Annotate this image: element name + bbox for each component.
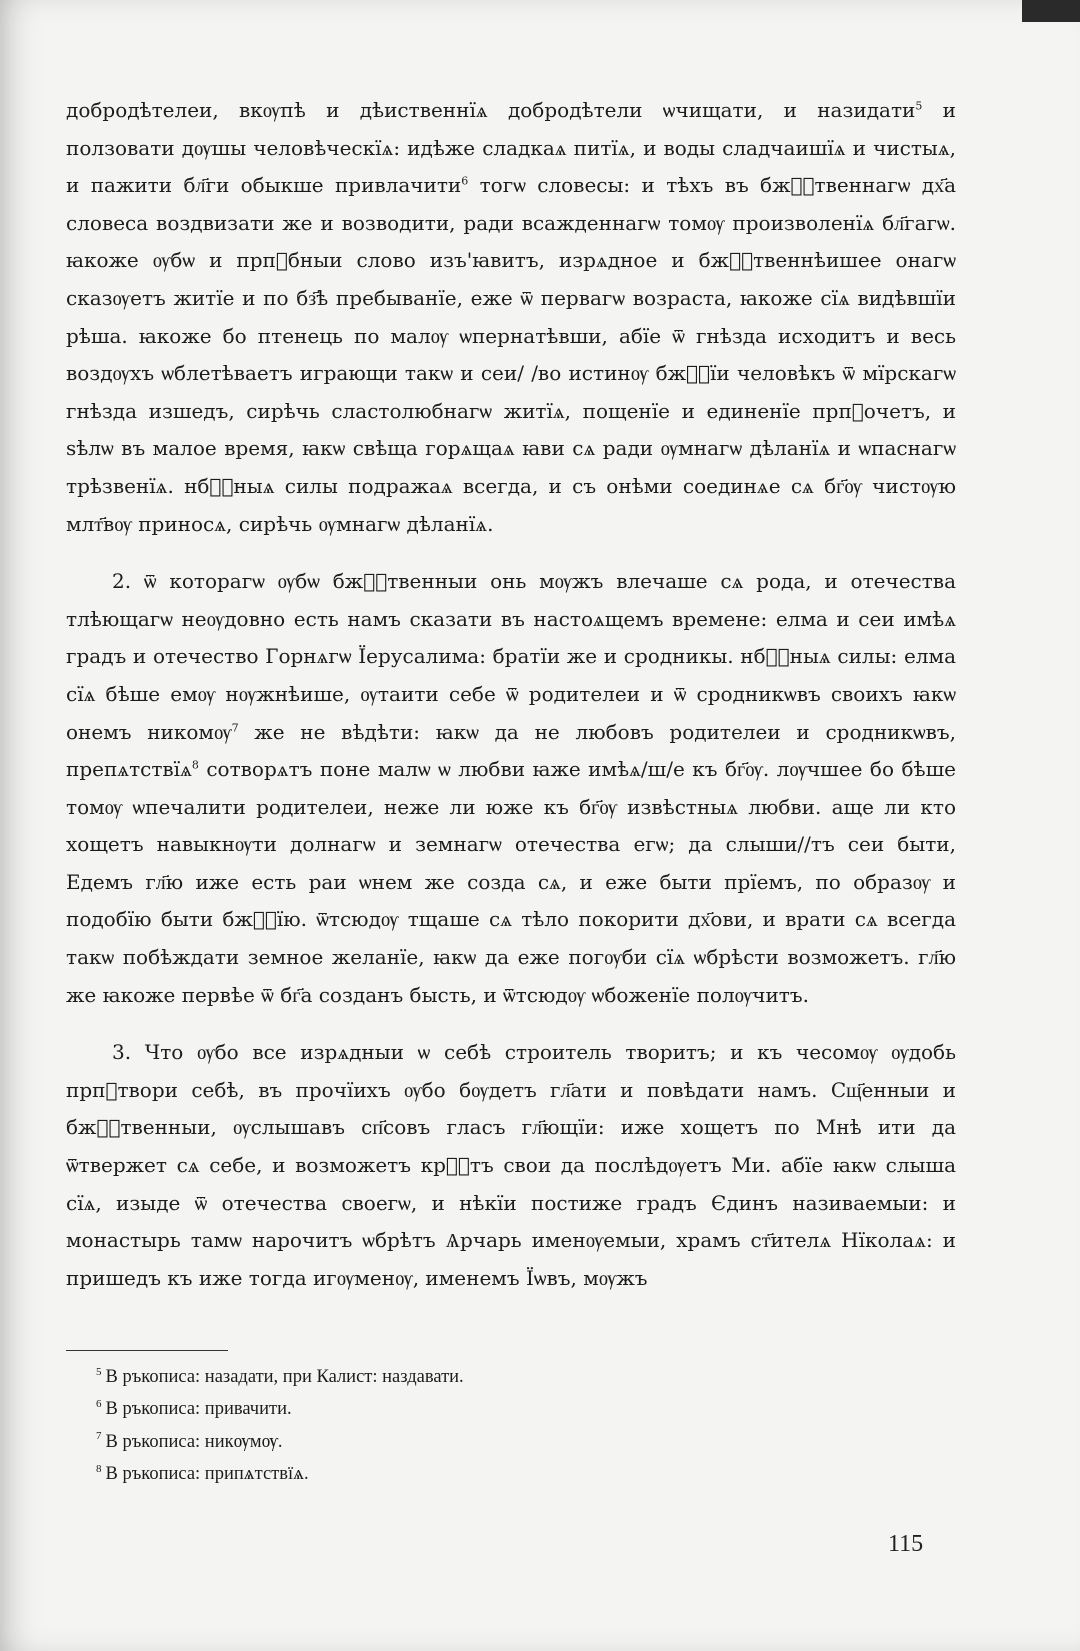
paragraph-2-part-b: же не вѣдѣти: ꙗкѡ да не любовъ родителеи и сродникѡвъ, препѧтствїѧ <box>66 719 956 782</box>
footnote-8 <box>96 1458 956 1490</box>
paragraph-1-part-b: и ползовати дѹшы человѣческїѧ: идѣже сладкаѧ питїѧ, и воды сладчаишїѧ и чистыѧ, и пажити бл҃ги обыкше привлачити <box>66 98 956 198</box>
footnote-separator <box>66 1350 228 1351</box>
footnote-5 <box>96 1361 956 1393</box>
footnote-text: В ръкописа: назадати, при Калист: наздавати. <box>105 1367 464 1387</box>
footnote-number: 5 <box>96 1365 102 1378</box>
footnote-text: В ръкописа: никѹмѹ. <box>105 1431 283 1452</box>
paragraph-2-part-a: 2. ѿ котoрагѡ ѹбѡ бжⷭ҇твенныи онь мѹжъ влечаше сѧ рода, и отечества тлѣющагѡ неѹдовно есть намъ сказати въ настоѧщемъ времене: елма и сеи имѣѧ градъ и отечество Горнѧгѡ Їерусалима: братїи же и сродникы. нбⷭ҇ныѧ силы: елма сїѧ бѣше емѹ нѹжнѣише, ѹтаити себе ѿ родителеи и ѿ сродникѡвъ своихъ ꙗкѡ онемъ никомѹ <box>66 569 956 744</box>
footnote-text: В ръкописа: припѧтствїѧ. <box>105 1463 309 1484</box>
page-number: 115 <box>888 1531 924 1557</box>
footnote-text: В ръкописа: привачити. <box>105 1399 292 1420</box>
paragraph-2-part-c: сотворѧтъ поне малѡ ѡ любви ꙗже имѣѧ/ш/е къ бг҃ѹ. лѹчшее бо бѣше томѹ ѡпечалити родителеи, неже ли юже къ бг҃ѹ извѣстныѧ любви. аще ли кто хощетъ навыкнѹти долнагѡ и земнагѡ отечества егѡ; да слыши//тъ сеи быти, Едемъ гл҃ю иже есть раи ѡнем же созда сѧ, и еже быти прїемъ, по образѹ и подобїю быти бжⷭ҇їю. ѿтсюдѹ тщаше сѧ тѣло покорити дх҃ови, и врати сѧ всегда такѡ побѣждати земное желанїе, ꙗкѡ да еже погѹби сїѧ ѡбрѣсти возможетъ. гл҃ю же ꙗкоже первѣе ѿ бг҃а созданъ бысть, и ѿтсюдѹ ѡбоженїе полѹчитъ. <box>66 757 956 1007</box>
scan-edge-shadow <box>1022 0 1080 22</box>
footnote-number: 6 <box>96 1398 102 1411</box>
footnote-6 <box>96 1393 956 1425</box>
footnote-ref-6: 6 <box>461 174 469 188</box>
footnotes <box>96 1361 956 1490</box>
paragraph-1-part-a: добродѣтелеи, вкѹпѣ и дѣиственнїѧ добродѣтели ѡчищати, и назидати <box>66 98 916 122</box>
footnote-number: 8 <box>96 1462 102 1475</box>
paragraph-1 <box>66 92 956 543</box>
footnote-number: 7 <box>96 1430 102 1443</box>
footnote-7 <box>96 1426 956 1458</box>
main-text <box>66 92 956 1297</box>
footnote-ref-5: 5 <box>915 99 923 113</box>
footnote-ref-7: 7 <box>231 720 239 734</box>
paragraph-2 <box>66 563 956 1014</box>
footnote-ref-8: 8 <box>191 758 199 772</box>
paragraph-1-part-c: тогѡ словесы: и тѣхъ въ бжⷭ҇твеннагѡ дх҃а словеса воздвизати же и возводити, ради всажденнагѡ томѹ произволенїѧ бл҃гагѡ. ꙗкоже ѹбѡ и прпⷣбныи слово изъ'ꙗвитъ, изрѧдное и бжⷭ҇твеннѣишее онагѡ сказѹетъ житїе и по бз҃ѣ пребыванїе, еже ѿ первагѡ возраста, ꙗкоже сїѧ видѣвшїи рѣша. ꙗкоже бо птенець по малѹ ѡпернатѣвши, абїе ѿ гнѣзда исходитъ и весь воздѹхъ ѡблетѣваетъ играющи такѡ и сеи/ /во истинѹ бжⷭ҇їи человѣкъ ѿ мїрскагѡ гнѣзда изшедъ, сирѣчь сластолюбнагѡ житїѧ, пощенїе и единенїе прпⷣочетъ, и ѕѣлѡ въ малое время, ꙗкѡ свѣща горѧщаѧ ꙗви сѧ ради ѹмнагѡ дѣланїѧ и ѡпаснагѡ трѣзвенїѧ. нбⷭ҇ныѧ силы подражаѧ всегда, и съ онѣми соединѧе сѧ бг҃ѹ чистѹю млт҃вѹ приносѧ, сирѣчь ѹмнагѡ дѣланїѧ. <box>66 173 956 536</box>
paragraph-3: 3. Что ѹбо все изрѧдныи ѡ себѣ строитель творитъ; и къ чесомѹ ѹдобь прпⷣтвори себѣ, въ прочїихъ ѹбо бѹдетъ гл҃ати и повѣдати намъ. Сщ҃енныи и бжⷭ҇твенныи, ѹслышавъ сп҃совъ гласъ гл҃ющїи: иже хощетъ по Мнѣ ити да ѿтвержет сѧ себе, и возможетъ крⷭ҇тъ свои да послѣдѹетъ Ми. абїе ꙗкѡ слыша сїѧ, изыде ѿ отечества своегѡ, и нѣкїи постиже градъ Єдинъ називаемыи: и монастырь тамѡ нарочитъ ѡбрѣтъ Ѧрчарь именѹемыи, храмъ ст҃ителѧ Нїколаѧ: и пришедъ къ иже тогда игѹменѹ, именемъ Їѡвъ, мѹжъ <box>66 1040 956 1290</box>
